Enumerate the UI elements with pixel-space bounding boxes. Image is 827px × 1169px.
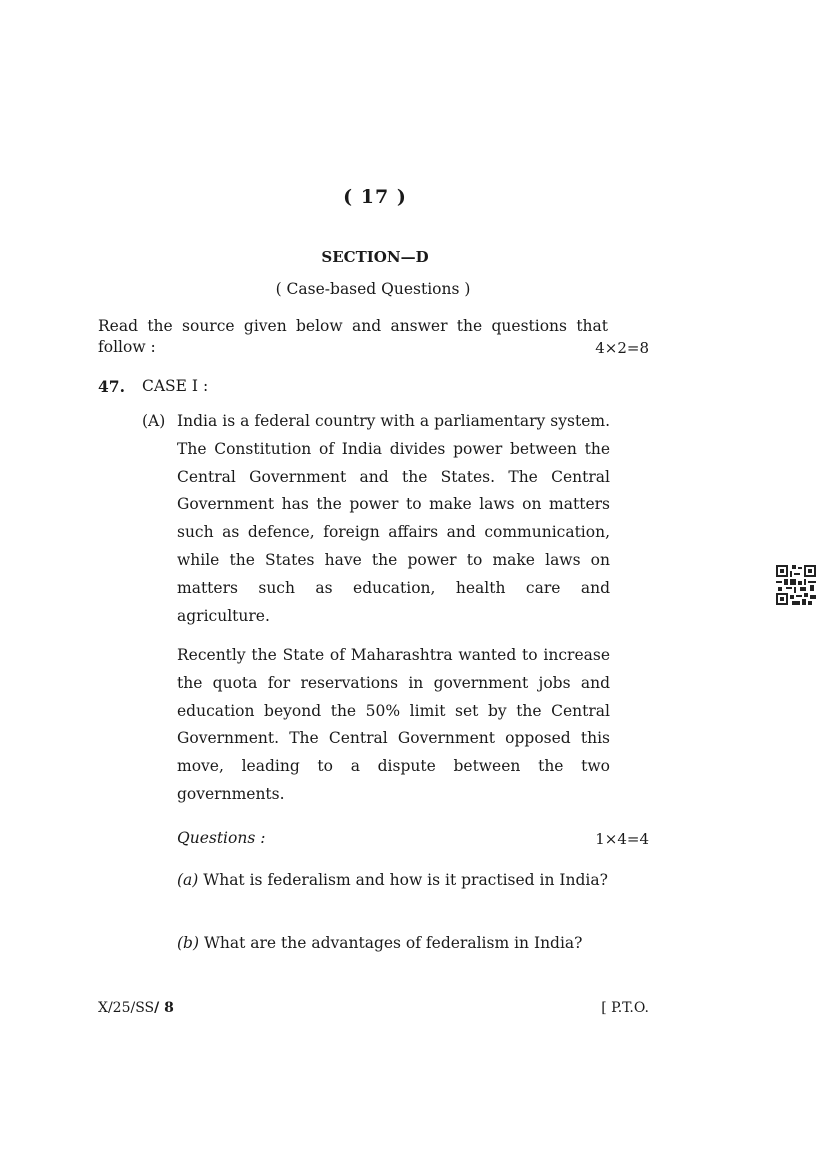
passage-paragraph-2: Recently the State of Maharashtra wanted to increase the quota for reservations in government jobs and education beyond the 50% limit set by the Central Government. The Central Government opposed this move, leading to a dispute between the two governments. [177, 646, 610, 803]
questions-marks: 1×4=4 [595, 830, 649, 848]
page-number: ( 17 ) [343, 186, 407, 208]
sub-question-text: What are the advantages of federalism in India? [203, 934, 583, 952]
paper-code [98, 1000, 174, 1016]
paper-code-page: / 8 [154, 1000, 174, 1016]
paper-code-text: X/25/SS [98, 1000, 155, 1016]
pto-label: [ P.T.O. [601, 1000, 649, 1016]
questions-label: Questions : [177, 829, 266, 847]
instruction-text-end: follow : [98, 338, 156, 356]
part-label: (A) [142, 412, 166, 430]
question-number: 47. [98, 377, 125, 396]
sub-question-b [177, 931, 610, 955]
sub-question-label: (a) [177, 871, 199, 889]
case-label: CASE I : [142, 377, 209, 395]
section-marks: 4×2=8 [595, 339, 649, 357]
sub-question-a [177, 868, 610, 892]
sub-question-label: (b) [177, 934, 200, 952]
sub-question-text: What is federalism and how is it practised in India? [203, 871, 608, 889]
section-title: SECTION—D [321, 248, 429, 266]
section-subtitle: ( Case-based Questions ) [275, 280, 471, 298]
instruction-text: Read the source given below and answer the questions that [98, 317, 608, 335]
qr-code-icon [776, 565, 816, 605]
passage-paragraph-1: India is a federal country with a parliamentary system. The Constitution of India divides power between the Central Government and the States. The Central Government has the power to make laws on matters such as defence, foreign affairs and communication, while the States have the power to make laws on matters such as education, health care and agriculture. [177, 412, 610, 625]
